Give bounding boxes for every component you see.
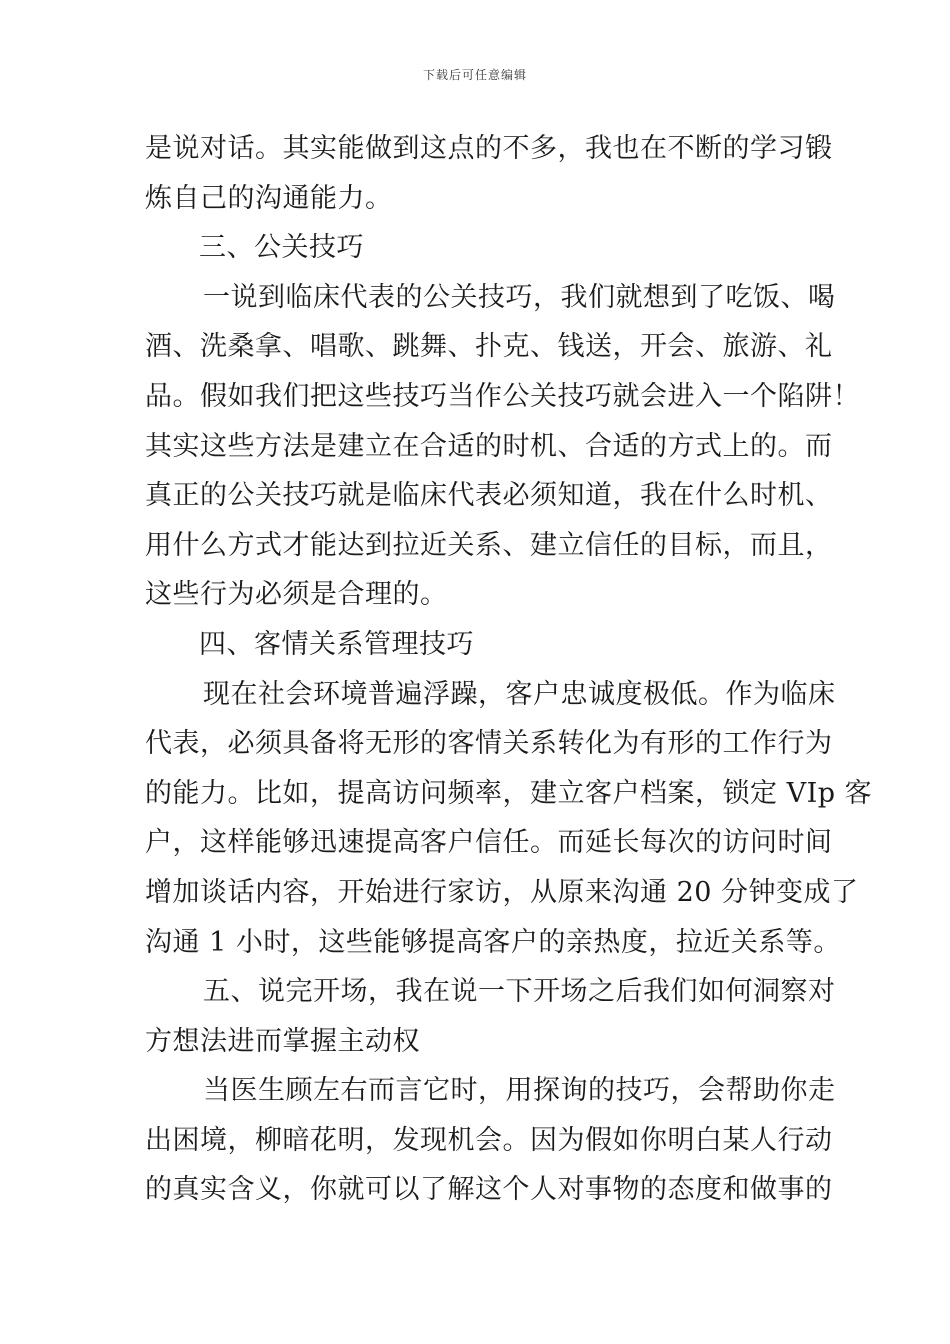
body-line: 增加谈话内容，开始进行家访，从原来沟通 20 分钟变成了: [145, 876, 859, 908]
body-line: 这些行为必须是合理的。: [145, 579, 448, 611]
body-line: 方想法进而掌握主动权: [145, 1025, 420, 1057]
body-line: 炼自己的沟通能力。: [145, 182, 393, 214]
body-line: 的能力。比如，提高访问频率，建立客户档案，锁定 VIp 客: [145, 777, 873, 809]
section-heading: 三、公关技巧: [199, 232, 364, 264]
body-line: 真正的公关技巧就是临床代表必须知道，我在什么时机、: [145, 480, 833, 512]
body-line: 是说对话。其实能做到这点的不多，我也在不断的学习锻: [145, 133, 833, 164]
body-line: 出困境，柳暗花明，发现机会。因为假如你明白某人行动: [145, 1124, 833, 1156]
body-line: 代表，必须具备将无形的客情关系转化为有形的工作行为: [145, 728, 833, 760]
body-line: 当医生顾左右而言它时，用探询的技巧，会帮助你走: [203, 1075, 836, 1107]
body-line: 用什么方式才能达到拉近关系、建立信任的目标，而且，: [145, 529, 833, 561]
body-line: 酒、洗桑拿、唱歌、跳舞、扑克、钱送，开会、旅游、礼: [145, 331, 833, 363]
body-line: 户，这样能够迅速提高客户信任。而延长每次的访问时间: [145, 827, 833, 859]
body-line: 一说到临床代表的公关技巧，我们就想到了吃饭、喝: [203, 281, 836, 313]
body-line: 的真实含义，你就可以了解这个人对事物的态度和做事的: [145, 1174, 833, 1206]
body-line: 沟通 1 小时，这些能够提高客户的亲热度，拉近关系等。: [145, 926, 841, 958]
page-header: 下载后可任意编辑: [422, 68, 527, 82]
document-body: [145, 124, 873, 1215]
body-line: 现在社会环境普遍浮躁，客户忠诚度极低。作为临床: [203, 678, 836, 710]
body-line: 其实这些方法是建立在合适的时机、合适的方式上的。而: [145, 430, 833, 462]
section-heading: 四、客情关系管理技巧: [199, 628, 474, 660]
section-heading: 五、说完开场，我在说一下开场之后我们如何洞察对: [203, 976, 836, 1008]
body-line: 品。假如我们把这些技巧当作公关技巧就会进入一个陷阱！: [145, 380, 860, 412]
